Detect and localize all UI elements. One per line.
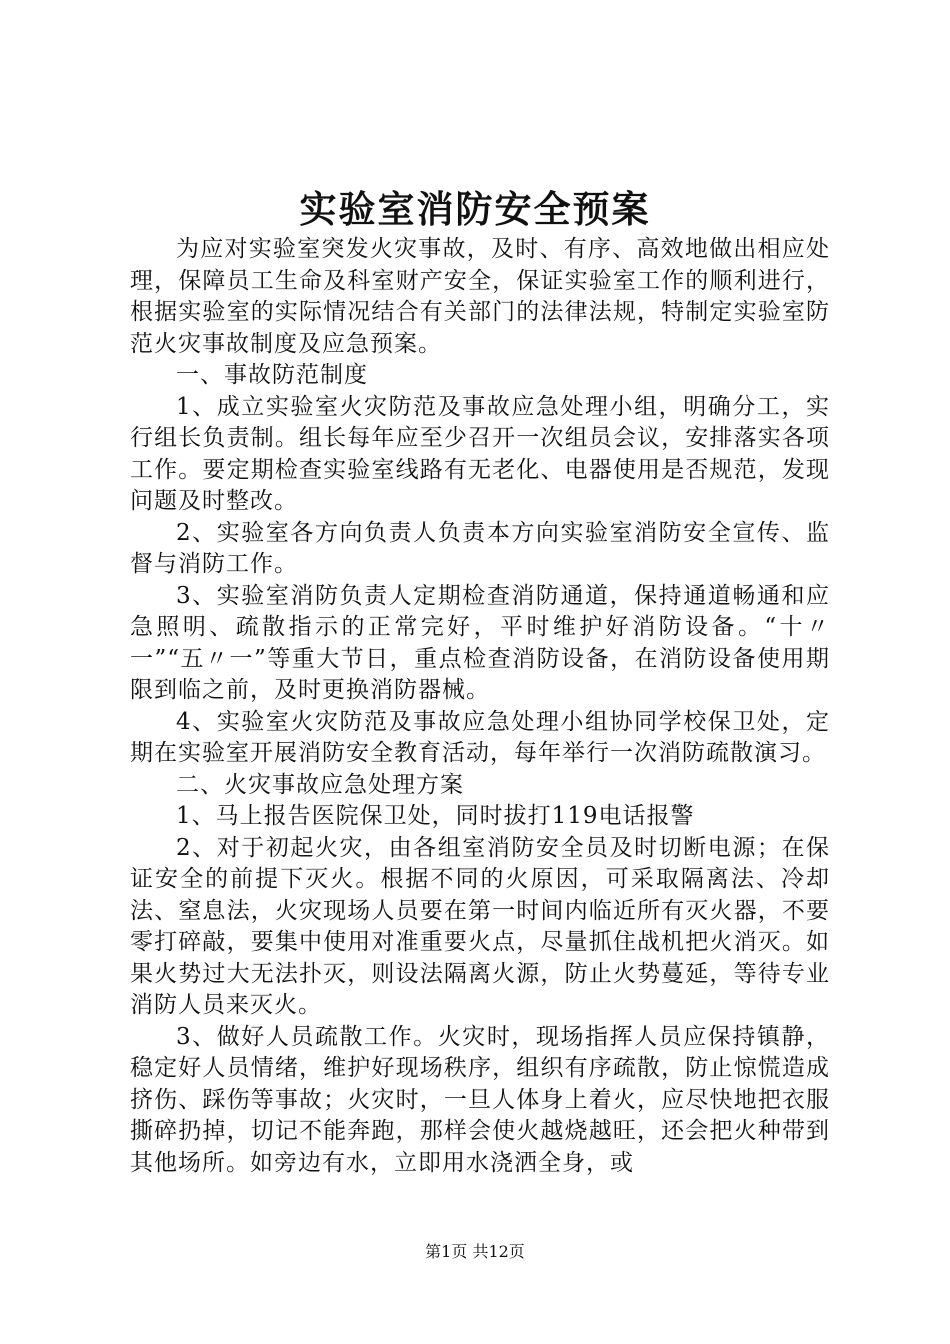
paragraph-prevention-4: 4、实验室火灾防范及事故应急处理小组协同学校保卫处，定期在实验室开展消防安全教育活动，每年举行一次消防疏散演习。 (130, 708, 830, 766)
page-number: 第1页 共12页 (425, 1242, 525, 1261)
document-body (130, 234, 830, 1179)
paragraph-prevention-1: 1、成立实验室火灾防范及事故应急处理小组，明确分工，实行组长负责制。组长每年应至少召开一次组员会议，安排落实各项工作。要定期检查实验室线路有无老化、电器使用是否规范，发现问题及时整改。 (130, 393, 830, 514)
paragraph-emergency-3: 3、做好人员疏散工作。火灾时，现场指挥人员应保持镇静，稳定好人员情绪，维护好现场秩序，组织有序疏散，防止惊慌造成挤伤、踩伤等事故；火灾时，一旦人体身上着火，应尽快地把衣服撕碎扔掉，切记不能奔跑，那样会使火越烧越旺，还会把火种带到其他场所。如旁边有水，立即用水浇洒全身，或 (130, 1023, 830, 1176)
section-heading-prevention: 一、事故防范制度 (176, 362, 368, 388)
paragraph-prevention-3: 3、实验室消防负责人定期检查消防通道，保持通道畅通和应急照明、疏散指示的正常完好，平时维护好消防设备。“十〃一”“五〃一”等重大节日，重点检查消防设备，在消防设备使用期限到临之前，及时更换消防器械。 (130, 582, 830, 703)
paragraph-prevention-2: 2、实验室各方向负责人负责本方向实验室消防安全宣传、监督与消防工作。 (130, 519, 830, 577)
document-title: 实验室消防安全预案 (299, 187, 651, 231)
section-heading-emergency: 二、火灾事故应急处理方案 (176, 771, 464, 798)
paragraph-emergency-1: 1、马上报告医院保卫处，同时拔打119电话报警 (176, 803, 695, 829)
paragraph-emergency-2: 2、对于初起火灾，由各组室消防安全员及时切断电源；在保证安全的前提下灭火。根据不同的火原因，可采取隔离法、冷却法、窒息法，火灾现场人员要在第一时间内临近所有灭火器，不要零打碎敲，要集中使用对准重要火点，尽量抓住战机把火消灭。如果火势过大无法扑灭，则设法隔离火源，防止火势蔓延，等待专业消防人员来灭火。 (130, 834, 830, 1018)
paragraph-intro: 为应对实验室突发火灾事故，及时、有序、高效地做出相应处理，保障员工生命及科室财产安全，保证实验室工作的顺利进行，根据实验室的实际情况结合有关部门的法律法规，特制定实验室防范火灾事故制度及应急预案。 (130, 236, 830, 357)
